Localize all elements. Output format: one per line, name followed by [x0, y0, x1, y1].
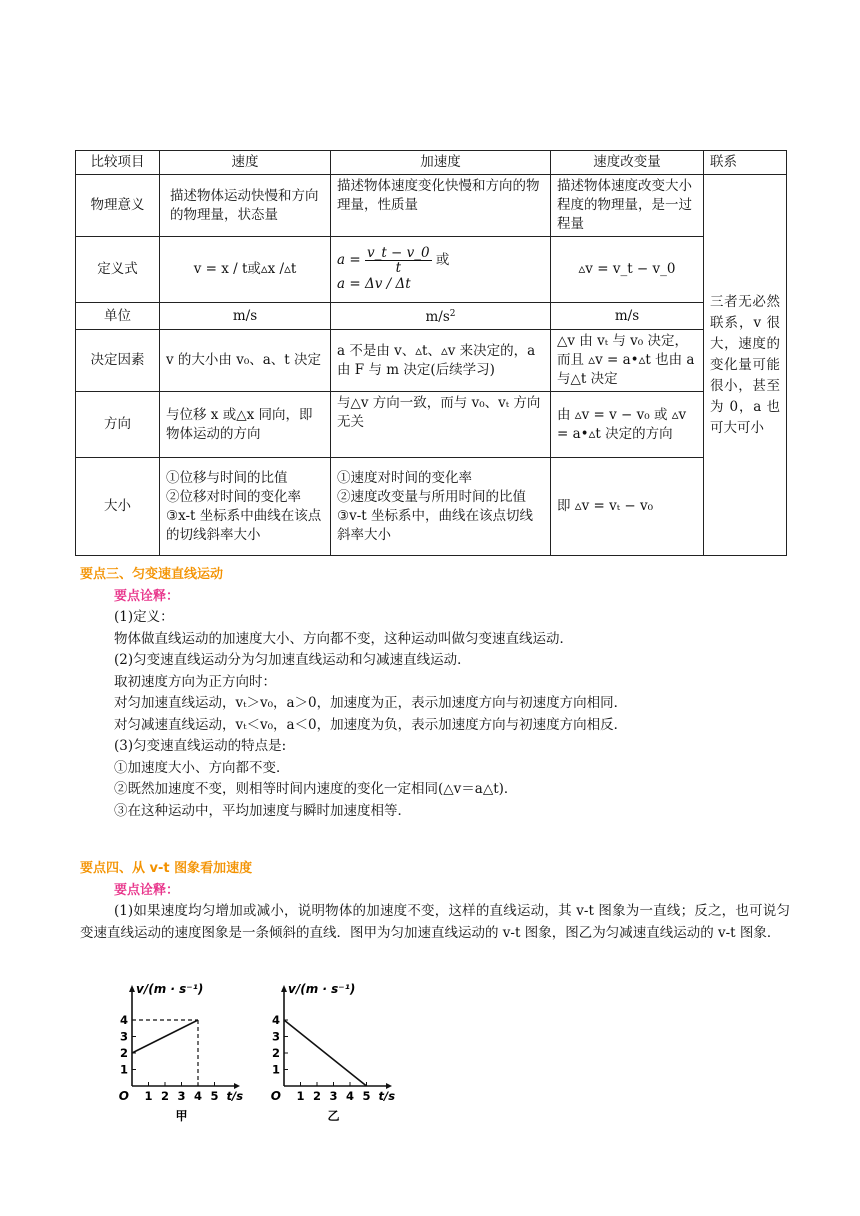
mag-a-1: ①速度对时间的变化率 — [337, 469, 472, 486]
factor-acceleration: a 不是由 v、▵t、▵v 来决定的，a 由 F 与 m 决定(后续学习) — [331, 330, 551, 392]
header-delta-v: 速度改变量 — [551, 151, 704, 175]
acc-denominator: t — [395, 259, 401, 276]
acc-formula-2: a = Δv / Δt — [337, 275, 411, 292]
meaning-velocity: 描述物体运动快慢和方向的物理量，状态量 — [160, 175, 331, 237]
y-axis-arrow — [281, 985, 287, 992]
s3-line: 取初速度方向为正方向时： — [114, 673, 276, 690]
s3-line: 物体做直线运动的加速度大小、方向都不变，这种运动叫做匀变速直线运动． — [114, 630, 573, 647]
y-tick-label: 4 — [271, 1013, 280, 1027]
origin-label: O — [270, 1089, 281, 1103]
direction-delta-v: 由 ▵v = v − v₀ 或 ▵v = a•▵t 决定的方向 — [551, 392, 704, 458]
velocity-line — [284, 1020, 367, 1086]
definition-delta-v: ▵v = v_t − v_0 — [551, 237, 704, 303]
table-row — [76, 303, 787, 330]
section-4-note: 要点诠释： — [114, 882, 180, 898]
header-link: 联系 — [704, 151, 787, 175]
direction-velocity: 与位移 x 或△x 同向，即物体运动的方向 — [160, 392, 331, 458]
s3-line: ②既然加速度不变，则相等时间内速度的变化一定相同(△v＝a△t)． — [114, 781, 518, 797]
graph-caption: 乙 — [327, 1109, 340, 1122]
s3-line: ①加速度大小、方向都不变． — [114, 759, 290, 776]
s3-line: ③在这种运动中，平均加速度与瞬时加速度相等． — [114, 802, 411, 819]
unit-acc-base: m/s — [425, 309, 450, 325]
header-velocity: 速度 — [160, 151, 331, 175]
section-3-title: 要点三、匀变速直线运动 — [80, 567, 224, 582]
table-row — [76, 237, 787, 303]
x-tick-label: 5 — [210, 1089, 219, 1103]
magnitude-velocity — [160, 458, 331, 556]
x-axis-label: t/s — [378, 1089, 396, 1103]
y-tick-label: 3 — [119, 1029, 128, 1044]
link-cell: 三者无必然联系，v 很大，速度的变化量可能很小，甚至为 0，a 也可大可小 — [704, 175, 787, 556]
row-label-factor: 决定因素 — [76, 330, 160, 392]
acc-or: 或 — [435, 251, 450, 268]
x-tick-label: 4 — [193, 1089, 203, 1103]
mag-v-3: ③x-t 坐标系中曲线在该点的切线斜率大小 — [166, 507, 322, 543]
x-tick-label: 3 — [177, 1089, 186, 1103]
mag-v-2: ②位移对时间的变化率 — [166, 488, 301, 505]
x-tick-label: 2 — [160, 1089, 170, 1103]
origin-label: O — [118, 1089, 129, 1103]
acc-fraction — [365, 246, 432, 275]
table-row — [76, 392, 787, 458]
s3-line: (3)匀变速直线运动的特点是: — [114, 738, 287, 754]
velocity-line — [132, 1020, 198, 1053]
x-tick-label: 2 — [312, 1089, 322, 1103]
meaning-acceleration: 描述物体速度变化快慢和方向的物理量，性质量 — [331, 175, 551, 237]
y-tick-label: 2 — [119, 1046, 128, 1060]
table-row — [76, 330, 787, 392]
acc-prefix: a = — [337, 251, 361, 268]
y-axis-arrow — [129, 985, 135, 992]
y-tick-label: 2 — [271, 1046, 280, 1060]
header-item: 比较项目 — [76, 151, 160, 175]
row-label-direction: 方向 — [76, 392, 160, 458]
x-tick-label: 5 — [362, 1089, 371, 1103]
factor-velocity: v 的大小由 v₀、a、t 决定 — [160, 330, 331, 392]
factor-delta-v: △v 由 vₜ 与 v₀ 决定，而且 ▵v = a•▵t 也由 a 与△t 决定 — [551, 330, 704, 392]
header-acceleration: 加速度 — [331, 151, 551, 175]
s3-line: 对匀减速直线运动，vₜ＜v₀，a＜0，加速度为负，表示加速度方向与初速度方向相反． — [114, 716, 628, 733]
direction-acceleration: 与△v 方向一致，而与 v₀、vₜ 方向无关 — [331, 392, 551, 458]
y-tick-label: 1 — [271, 1062, 280, 1077]
row-label-magnitude: 大小 — [76, 458, 160, 556]
x-axis-label: t/s — [226, 1089, 244, 1103]
x-tick-label: 4 — [345, 1089, 355, 1103]
unit-acc-sup: 2 — [449, 309, 456, 319]
table-header-row — [76, 151, 787, 175]
s3-line: 对匀加速直线运动，vₜ＞v₀，a＞0，加速度为正，表示加速度方向与初速度方向相同． — [114, 695, 628, 711]
y-tick-label: 4 — [119, 1013, 128, 1027]
magnitude-delta-v: 即 ▵v = vₜ − v₀ — [551, 458, 704, 556]
acc-numerator: v_t − v_0 — [366, 244, 430, 261]
vt-graph-yi — [262, 978, 402, 1122]
meaning-delta-v: 描述物体速度改变大小程度的物理量，是一过程量 — [551, 175, 704, 237]
mag-a-3: ③v-t 坐标系中，曲线在该点切线斜率大小 — [337, 507, 534, 543]
unit-acceleration — [331, 303, 551, 330]
y-axis-label: v/(m · s⁻¹) — [136, 982, 204, 996]
x-tick-label: 3 — [329, 1089, 338, 1103]
magnitude-acceleration — [331, 458, 551, 556]
s3-line: (2)匀变速直线运动分为匀加速直线运动和匀减速直线运动． — [114, 652, 471, 668]
graph-caption: 甲 — [175, 1109, 188, 1122]
y-axis-label: v/(m · s⁻¹) — [288, 982, 356, 996]
section-4-title: 要点四、从 v-t 图象看加速度 — [80, 861, 253, 876]
section-4-paragraph: (1)如果速度均匀增加或减小，说明物体的加速度不变，这样的直线运动，其 v-t 图象为一直线；反之，也可说匀变速直线运动的速度图象是一条倾斜的直线．图甲为匀加速直线运动的 v-t 图象，图乙为匀减速直线运动的 v-t 图象． — [80, 903, 790, 941]
vt-graph-jia — [110, 978, 250, 1122]
y-tick-label: 1 — [119, 1062, 128, 1077]
row-label-meaning: 物理意义 — [76, 175, 160, 237]
x-tick-label: 1 — [296, 1089, 305, 1103]
mag-a-2: ②速度改变量与所用时间的比值 — [337, 488, 526, 505]
table-row — [76, 175, 787, 237]
unit-velocity: m/s — [160, 303, 331, 330]
section-3 — [80, 564, 790, 822]
row-label-unit: 单位 — [76, 303, 160, 330]
definition-velocity: v = x / t或▵x /▵t — [160, 237, 331, 303]
comparison-table — [75, 150, 787, 556]
mag-v-1: ①位移与时间的比值 — [166, 469, 288, 486]
section-3-note: 要点诠释： — [114, 588, 180, 604]
s3-line: (1)定义： — [114, 609, 174, 625]
y-tick-label: 3 — [271, 1029, 280, 1044]
unit-delta-v: m/s — [551, 303, 704, 330]
acc-formula-1 — [337, 246, 544, 275]
definition-acceleration — [331, 237, 551, 303]
row-label-definition: 定义式 — [76, 237, 160, 303]
x-tick-label: 1 — [144, 1089, 153, 1103]
table-row — [76, 458, 787, 556]
section-4 — [80, 858, 790, 944]
